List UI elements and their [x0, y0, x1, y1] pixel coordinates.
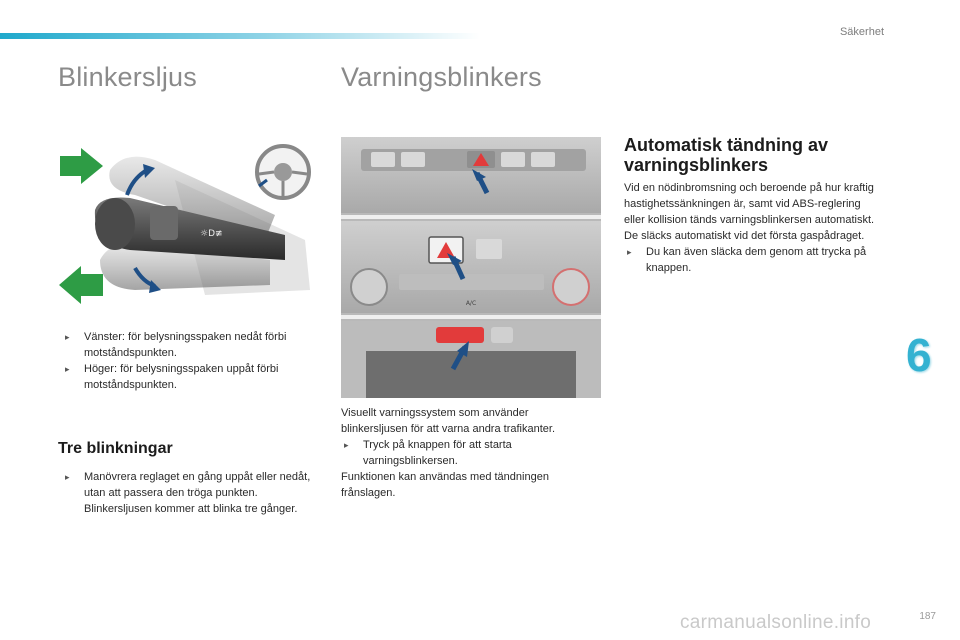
watermark: carmanualsonline.info	[680, 612, 872, 633]
header-accent-bar	[0, 33, 480, 39]
chapter-number: 6	[906, 329, 932, 381]
automatisk-para-2: De släcks automatiskt vid det första gaspådraget.	[624, 230, 865, 242]
varningsblinkers-text	[341, 405, 591, 501]
title-varningsblinkers: Varningsblinkers	[341, 62, 542, 92]
console-panel-top	[341, 137, 601, 213]
bullet-tre-blinkningar: ▸ Manövrera reglaget en gång uppåt eller nedåt, utan att passera den tröga punkten. Blinkersljusen kommer att blinka tre gånger.	[62, 469, 322, 517]
tre-blinkningar-text	[62, 469, 322, 517]
hazard-console-illustration	[341, 137, 601, 398]
bullet-slacka: ▸ Du kan även släcka dem genom att trycka på knappen.	[624, 244, 880, 276]
bullet-right: ▸ Höger: för belysningsspaken uppåt förbi motståndspunkten.	[62, 361, 322, 393]
varningsblinkers-intro: Visuellt varningssystem som använder blinkersljusen för att varna andra trafikanter.	[341, 407, 556, 435]
stalk-instructions	[62, 329, 322, 393]
automatisk-text	[624, 180, 880, 276]
subheading-tre-blinkningar: Tre blinkningar	[58, 440, 173, 457]
bullet-left: ▸ Vänster: för belysningsspaken nedåt förbi motståndspunkten.	[62, 329, 322, 361]
page-number: 187	[919, 611, 936, 622]
bullet-varningsblinkers: ▸ Tryck på knappen för att starta varningsblinkersen.	[341, 437, 591, 469]
varningsblinkers-outro: Funktionen kan användas med tändningen frånslagen.	[341, 471, 549, 499]
console-panel-bottom	[341, 321, 601, 398]
steering-wheel-icon	[257, 146, 309, 198]
ac-label: A/C	[465, 300, 477, 307]
heading-automatisk-tandning	[624, 135, 884, 175]
automatisk-para: Vid en nödinbromsning och beroende på hur kraftig hastighetssänkningen är, samt vid ABS-reglering eller kollision tänds varningsblinkersen automatiskt.	[624, 182, 875, 226]
title-blinkersljus: Blinkersljus	[58, 62, 197, 92]
stalk-illustration	[55, 140, 320, 315]
console-panel-middle	[341, 221, 601, 313]
heading-line-1: Automatisk tändning av	[624, 135, 829, 155]
section-name: Säkerhet	[839, 26, 884, 38]
svg-text:☼D≢: ☼D≢	[200, 229, 223, 239]
heading-line-2: varningsblinkers	[624, 155, 769, 175]
